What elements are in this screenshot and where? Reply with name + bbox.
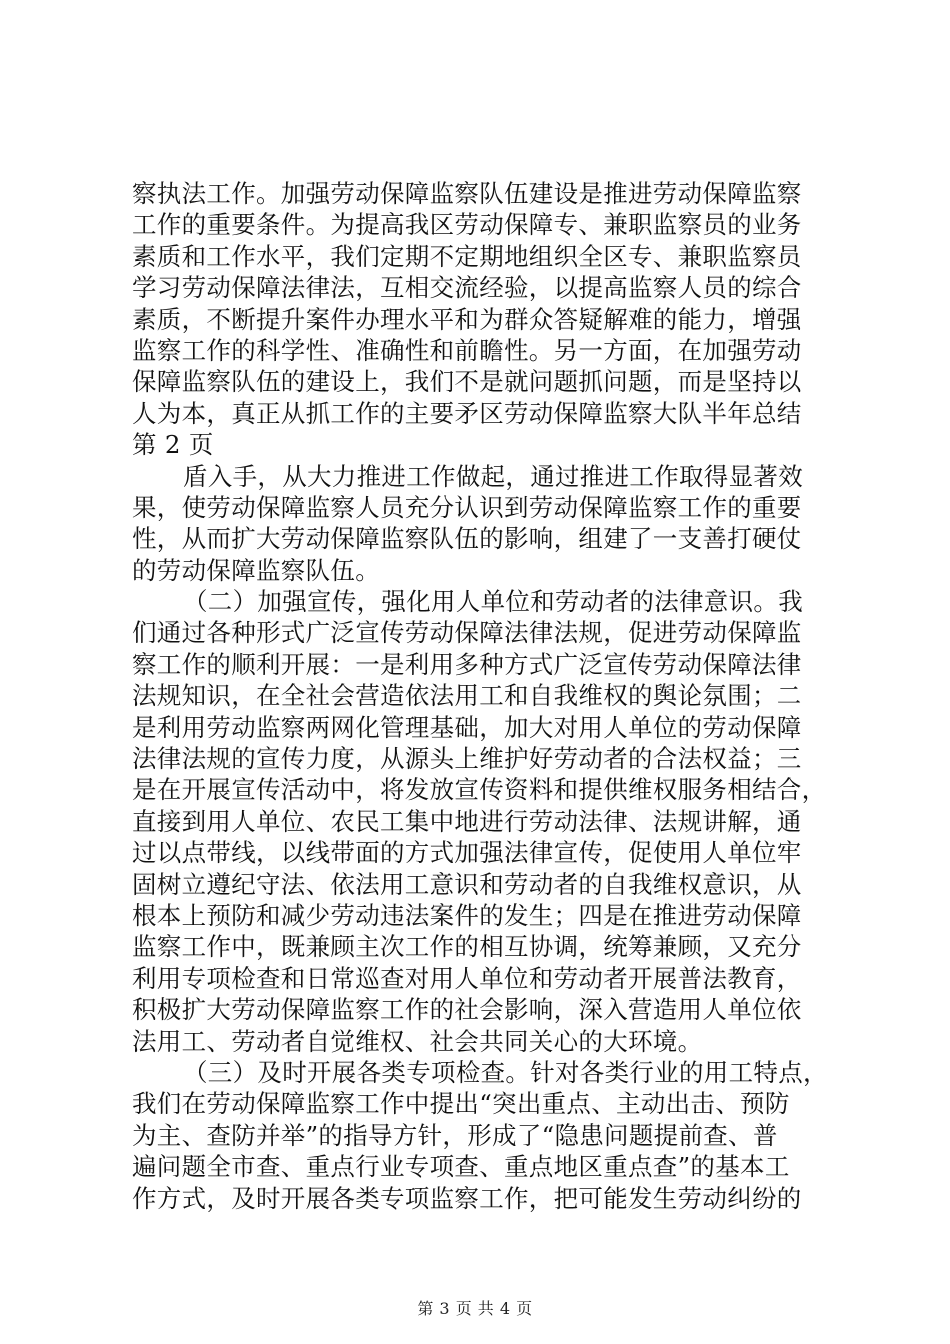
text-line: 保障监察队伍的建设上，我们不是就问题抓问题，而是坚持以: [132, 367, 802, 397]
text-line: 监察工作中，既兼顾主次工作的相互协调，统筹兼顾，又充分: [132, 932, 802, 962]
text-line: 性，从而扩大劳动保障监察队伍的影响，组建了一支善打硬仗: [132, 524, 802, 554]
text-line: 根本上预防和减少劳动违法案件的发生；四是在推进劳动保障: [132, 900, 802, 930]
text-line: 察执法工作。加强劳动保障监察队伍建设是推进劳动保障监察: [132, 179, 802, 208]
page-footer: 第 3 页 共 4 页: [417, 1299, 533, 1318]
text-line: 过以点带线，以线带面的方式加强法律宣传，促使用人单位牢: [132, 838, 802, 868]
paragraph-start-line: （二）加强宣传，强化用人单位和劳动者的法律意识。我: [183, 587, 803, 617]
paragraph-start-line: 盾入手，从大力推进工作做起，通过推进工作取得显著效: [183, 461, 803, 491]
text-line: 法律法规的宣传力度，从源头上维护好劳动者的合法权益；三: [132, 744, 802, 774]
text-line: 直接到用人单位、农民工集中地进行劳动法律、法规讲解，通: [132, 806, 802, 836]
text-line: 人为本，真正从抓工作的主要矛区劳动保障监察大队半年总结: [132, 398, 802, 428]
paragraph-start-line: （三）及时开展各类专项检查。针对各类行业的用工特点，: [183, 1057, 828, 1087]
text-line: 们通过各种形式广泛宣传劳动保障法律法规，促进劳动保障监: [132, 618, 802, 648]
text-line: 察工作的顺利开展：一是利用多种方式广泛宣传劳动保障法律: [132, 649, 802, 679]
text-line: 遍问题全市查、重点行业专项查、重点地区重点查”的基本工: [132, 1152, 790, 1182]
text-line: 作方式，及时开展各类专项监察工作，把可能发生劳动纠纷的: [132, 1183, 802, 1213]
text-line: 固树立遵纪守法、依法用工意识和劳动者的自我维权意识，从: [132, 869, 802, 899]
inline-page-marker: 第 2 页: [132, 430, 214, 460]
text-line: 利用专项检查和日常巡查对用人单位和劳动者开展普法教育，: [132, 963, 802, 993]
text-line: 法用工、劳动者自觉维权、社会共同关心的大环境。: [132, 1026, 703, 1056]
document-body: [132, 178, 832, 1214]
text-line: 监察工作的科学性、准确性和前瞻性。另一方面，在加强劳动: [132, 335, 802, 365]
text-line: 是在开展宣传活动中，将发放宣传资料和提供维权服务相结合，: [132, 775, 827, 805]
text-line: 素质和工作水平，我们定期不定期地组织全区专、兼职监察员: [132, 241, 802, 271]
text-line: 为主、查防并举”的指导方针，形成了“隐患问题提前查、普: [132, 1120, 778, 1150]
text-line: 积极扩大劳动保障监察工作的社会影响，深入营造用人单位依: [132, 995, 802, 1025]
text-line: 工作的重要条件。为提高我区劳动保障专、兼职监察员的业务: [132, 210, 802, 240]
text-line: 学习劳动保障法律法，互相交流经验，以提高监察人员的综合: [132, 273, 802, 303]
text-line: 的劳动保障监察队伍。: [132, 555, 380, 585]
text-line: 素质，不断提升案件办理水平和为群众答疑解难的能力，增强: [132, 304, 802, 334]
text-line: 法规知识，在全社会营造依法用工和自我维权的舆论氛围；二: [132, 681, 802, 711]
text-line: 我们在劳动保障监察工作中提出“突出重点、主动出击、预防: [132, 1089, 790, 1119]
text-line: 是利用劳动监察两网化管理基础，加大对用人单位的劳动保障: [132, 712, 802, 742]
text-line: 果，使劳动保障监察人员充分认识到劳动保障监察工作的重要: [132, 492, 802, 522]
